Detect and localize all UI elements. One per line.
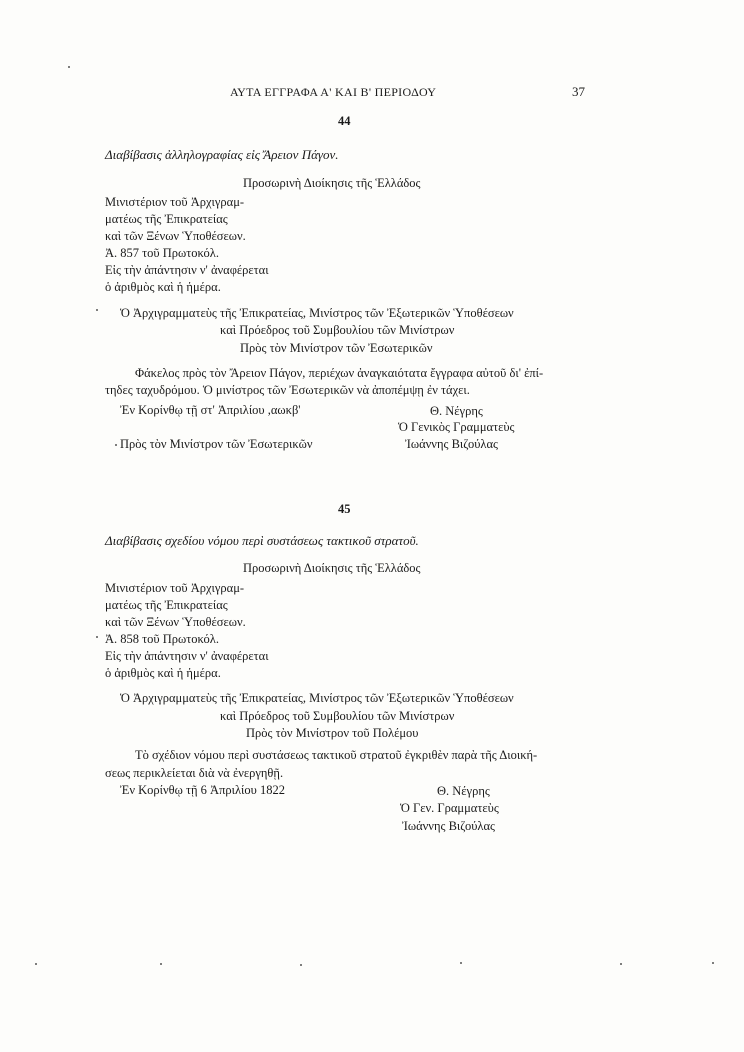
recipient-44: Πρὸς τὸν Μινίστρον τῶν Ἐσωτερικῶν <box>240 341 433 355</box>
ministry-block-45 <box>105 580 269 682</box>
reply-instruction: ὁ ἀριθμὸς καὶ ἡ ἡμέρα. <box>105 666 221 680</box>
scan-speck <box>160 963 162 965</box>
government-heading-44: Προσωρινὴ Διοίκησις τῆς Ἑλλάδος <box>243 176 421 190</box>
sender-title-44: Ὁ Ἀρχιγραμματεὺς τῆς Ἐπικρατείας, Μινίστρος τῶν Ἐξωτερικῶν Ὑποθέσεων <box>120 306 514 320</box>
reply-instruction: Εἰς τὴν ἀπάντησιν ν' ἀναφέρεται <box>105 649 269 663</box>
scan-speck <box>96 309 98 311</box>
sender-title-45: Ὁ Ἀρχιγραμματεὺς τῆς Ἐπικρατείας, Μινίστρος τῶν Ἐξωτερικῶν Ὑποθέσεων <box>120 691 514 705</box>
signature-45: Ἰωάννης Βιζούλας <box>402 819 495 833</box>
government-heading-45: Προσωρινὴ Διοίκησις τῆς Ἑλλάδος <box>243 561 421 575</box>
document-number-44: 44 <box>338 114 351 128</box>
reply-instruction: Εἰς τὴν ἀπάντησιν ν' ἀναφέρεται <box>105 263 269 277</box>
place-date-44: Ἐν Κορίνθῳ τῇ στ' Ἀπριλίου ,αωκβ' <box>120 403 301 417</box>
scan-speck <box>68 66 70 68</box>
running-title: ΑΥΤΑ ΕΓΓΡΑΦΑ Α' ΚΑΙ Β' ΠΕΡΙΟΔΟΥ <box>230 85 437 99</box>
signature-44: Ἰωάννης Βιζούλας <box>405 437 498 451</box>
document-subject-45: Διαβίβασις σχεδίου νόμου περὶ συστάσεως τακτικοῦ στρατοῦ. <box>105 533 419 548</box>
ministry-line: Μινιστέριον τοῦ Ἀρχιγραμ- <box>105 195 245 209</box>
body-text-45: Τὸ σχέδιον νόμου περὶ συστάσεως τακτικοῦ στρατοῦ ἐγκριθὲν παρὰ τῆς Διοική- <box>135 748 538 762</box>
page-number: 37 <box>572 84 585 99</box>
ministry-line: καὶ τῶν Ξένων Ὑποθέσεων. <box>105 615 246 629</box>
body-text-44: Φάκελος πρὸς τὸν Ἄρειον Πάγον, περιέχων ἀναγκαιότατα ἔγγραφα αὐτοῦ δι' ἐπί- <box>135 366 544 380</box>
sender-title-cont-45: καὶ Πρόεδρος τοῦ Συμβουλίου τῶν Μινίστρων <box>220 709 455 723</box>
addressee-44: Πρὸς τὸν Μινίστρον τῶν Ἐσωτερικῶν <box>120 437 313 451</box>
body-text-44: τηδες ταχυδρόμου. Ὁ μινίστρος τῶν Ἐσωτερικῶν νὰ ἀποπέμψῃ ἐν τάχει. <box>105 383 470 397</box>
document-subject-44: Διαβίβασις ἀλληλογραφίας εἰς Ἄρειον Πάγον. <box>105 147 339 162</box>
scan-speck <box>35 963 37 965</box>
scan-speck <box>460 962 462 964</box>
reply-instruction: ὁ ἀριθμὸς καὶ ἡ ἡμέρα. <box>105 280 221 294</box>
scan-speck <box>115 444 117 446</box>
signature-45: Θ. Νέγρης <box>437 784 490 798</box>
ministry-line: ματέως τῆς Ἐπικρατείας <box>105 212 228 226</box>
ministry-block-44 <box>105 194 269 296</box>
recipient-45: Πρὸς τὸν Μινίστρον τοῦ Πολέμου <box>246 726 419 740</box>
ministry-line: ματέως τῆς Ἐπικρατείας <box>105 598 228 612</box>
scan-speck <box>300 964 302 966</box>
protocol-number: Ἀ. 858 τοῦ Πρωτοκόλ. <box>105 632 219 646</box>
scan-speck <box>712 962 714 964</box>
scan-speck <box>96 636 98 638</box>
sender-title-cont-44: καὶ Πρόεδρος τοῦ Συμβουλίου τῶν Μινίστρων <box>220 323 455 337</box>
scan-speck <box>620 963 622 965</box>
signature-44: Ὁ Γενικὸς Γραμματεὺς <box>398 420 515 434</box>
protocol-number: Ἀ. 857 τοῦ Πρωτοκόλ. <box>105 246 219 260</box>
ministry-line: Μινιστέριον τοῦ Ἀρχιγραμ- <box>105 581 245 595</box>
document-number-45: 45 <box>338 502 351 516</box>
signature-44: Θ. Νέγρης <box>430 404 483 418</box>
signature-45: Ὁ Γεν. Γραμματεὺς <box>400 801 499 815</box>
body-text-45: σεως περικλείεται διὰ νὰ ἐνεργηθῇ. <box>105 766 284 780</box>
ministry-line: καὶ τῶν Ξένων Ὑποθέσεων. <box>105 229 246 243</box>
place-date-45: Ἐν Κορίνθῳ τῇ 6 Ἀπριλίου 1822 <box>120 783 285 797</box>
